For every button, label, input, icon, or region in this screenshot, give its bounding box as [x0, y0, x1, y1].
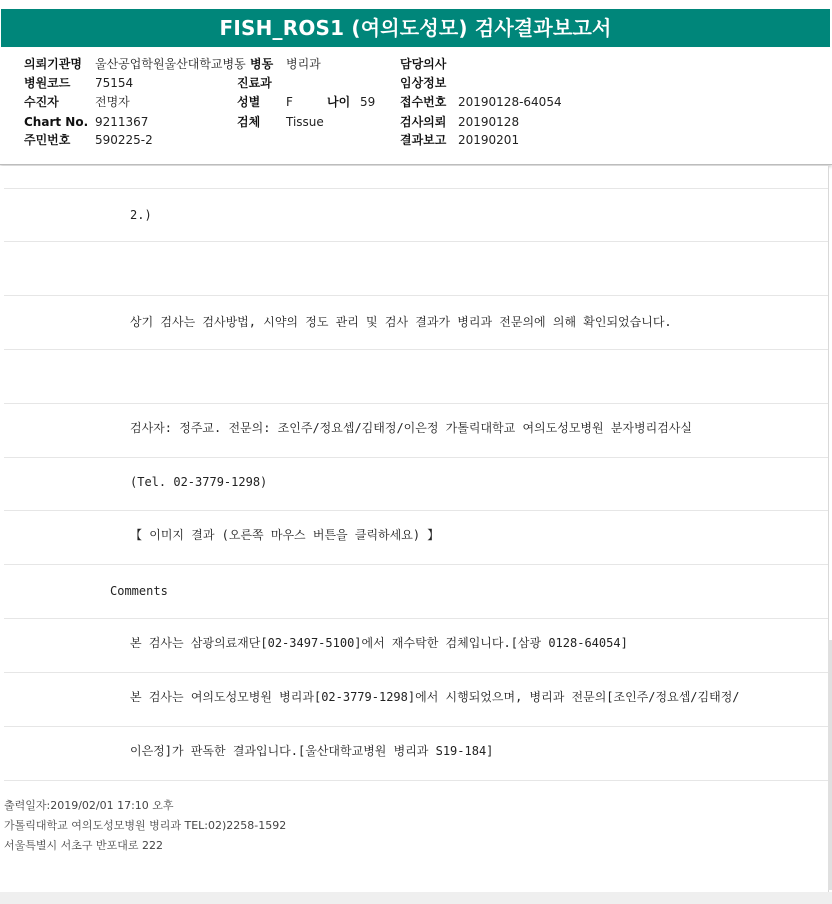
request-value: 20190128: [458, 115, 520, 129]
report-row-text: (Tel. 02-3779-1298): [130, 475, 268, 489]
report-row-text: 이은정]가 판독한 결과입니다.[울산대학교병원 병리과 S19-184]: [130, 744, 494, 758]
age-value: 59: [360, 95, 376, 109]
comments-row: [4, 564, 828, 619]
result-label: 결과보고: [400, 133, 447, 147]
report-row: [4, 457, 828, 511]
report-row: [4, 188, 828, 242]
print-date: 출력일자:2019/02/01 17:10 오후: [4, 799, 174, 812]
report-row: [4, 295, 828, 350]
sex-label: 성별: [237, 95, 261, 109]
report-row-text: 본 검사는 여의도성모병원 병리과[02-3779-1298]에서 시행되었으며, 병리과 전문의[조인주/정요셉/김태정/: [130, 690, 740, 704]
specimen-label: 검체: [237, 115, 261, 129]
specimen-value: Tissue: [286, 115, 324, 129]
institution-address: 서울특별시 서초구 반포대로 222: [4, 839, 163, 852]
report-row: [4, 726, 828, 781]
report-row-text: 2.): [130, 208, 152, 222]
result-value: 20190201: [458, 133, 520, 147]
ward-label: 병동: [250, 57, 274, 71]
report-row: [4, 241, 828, 296]
reception-label: 접수번호: [400, 95, 447, 109]
chart-label: Chart No.: [24, 115, 89, 129]
doctor-label: 담당의사: [400, 57, 447, 71]
report-row-text: 본 검사는 삼광의료재단[02-3497-5100]에서 재수탁한 검체입니다.[삼광 0128-64054]: [130, 636, 628, 650]
code-label: 병원코드: [24, 76, 71, 90]
hospital-value: 울산공업학원울산대학교병동: [95, 57, 246, 71]
receiver-value: 전명자: [95, 95, 130, 109]
report-title: FISH_ROS1 (여의도성모) 검사결과보고서: [1, 9, 830, 47]
rrn-value: 590225-2: [95, 133, 153, 147]
receiver-label: 수진자: [24, 95, 59, 109]
comments-heading: Comments: [110, 584, 168, 598]
hospital-label: 의뢰기관명: [24, 57, 82, 71]
rrn-label: 주민번호: [24, 133, 71, 147]
chart-value: 9211367: [95, 115, 149, 129]
sex-value: F: [286, 95, 293, 109]
request-label: 검사의뢰: [400, 115, 447, 129]
patient-info-panel: [0, 48, 832, 165]
dept-label: 진료과: [237, 76, 272, 90]
report-row: [4, 672, 828, 727]
ward-value: 병리과: [286, 57, 321, 71]
age-label: 나이: [327, 95, 351, 109]
report-body: [0, 166, 829, 894]
image-result-text[interactable]: 【 이미지 결과 (오른쪽 마우스 버튼을 클릭하세요) 】: [130, 528, 440, 542]
institution-info: 가톨릭대학교 여의도성모병원 병리과 TEL:02)2258-1592: [4, 819, 287, 832]
clinical-label: 임상정보: [400, 76, 447, 90]
report-row: [4, 403, 828, 458]
report-row-text: 검사자: 정주교. 전문의: 조인주/정요셉/김태정/이은정 가톨릭대학교 여의도성모병원 분자병리검사실: [130, 421, 692, 435]
report-row-text: 상기 검사는 검사방법, 시약의 정도 관리 및 검사 결과가 병리과 전문의에 의해 확인되었습니다.: [130, 315, 672, 329]
report-row: [4, 349, 828, 404]
report-header: [0, 0, 832, 48]
code-value: 75154: [95, 76, 134, 90]
vertical-scrollbar[interactable]: [828, 640, 832, 890]
report-row: [4, 618, 828, 673]
image-result-link[interactable]: [4, 510, 828, 565]
reception-value: 20190128-64054: [458, 95, 562, 109]
horizontal-scrollbar[interactable]: [0, 892, 832, 904]
